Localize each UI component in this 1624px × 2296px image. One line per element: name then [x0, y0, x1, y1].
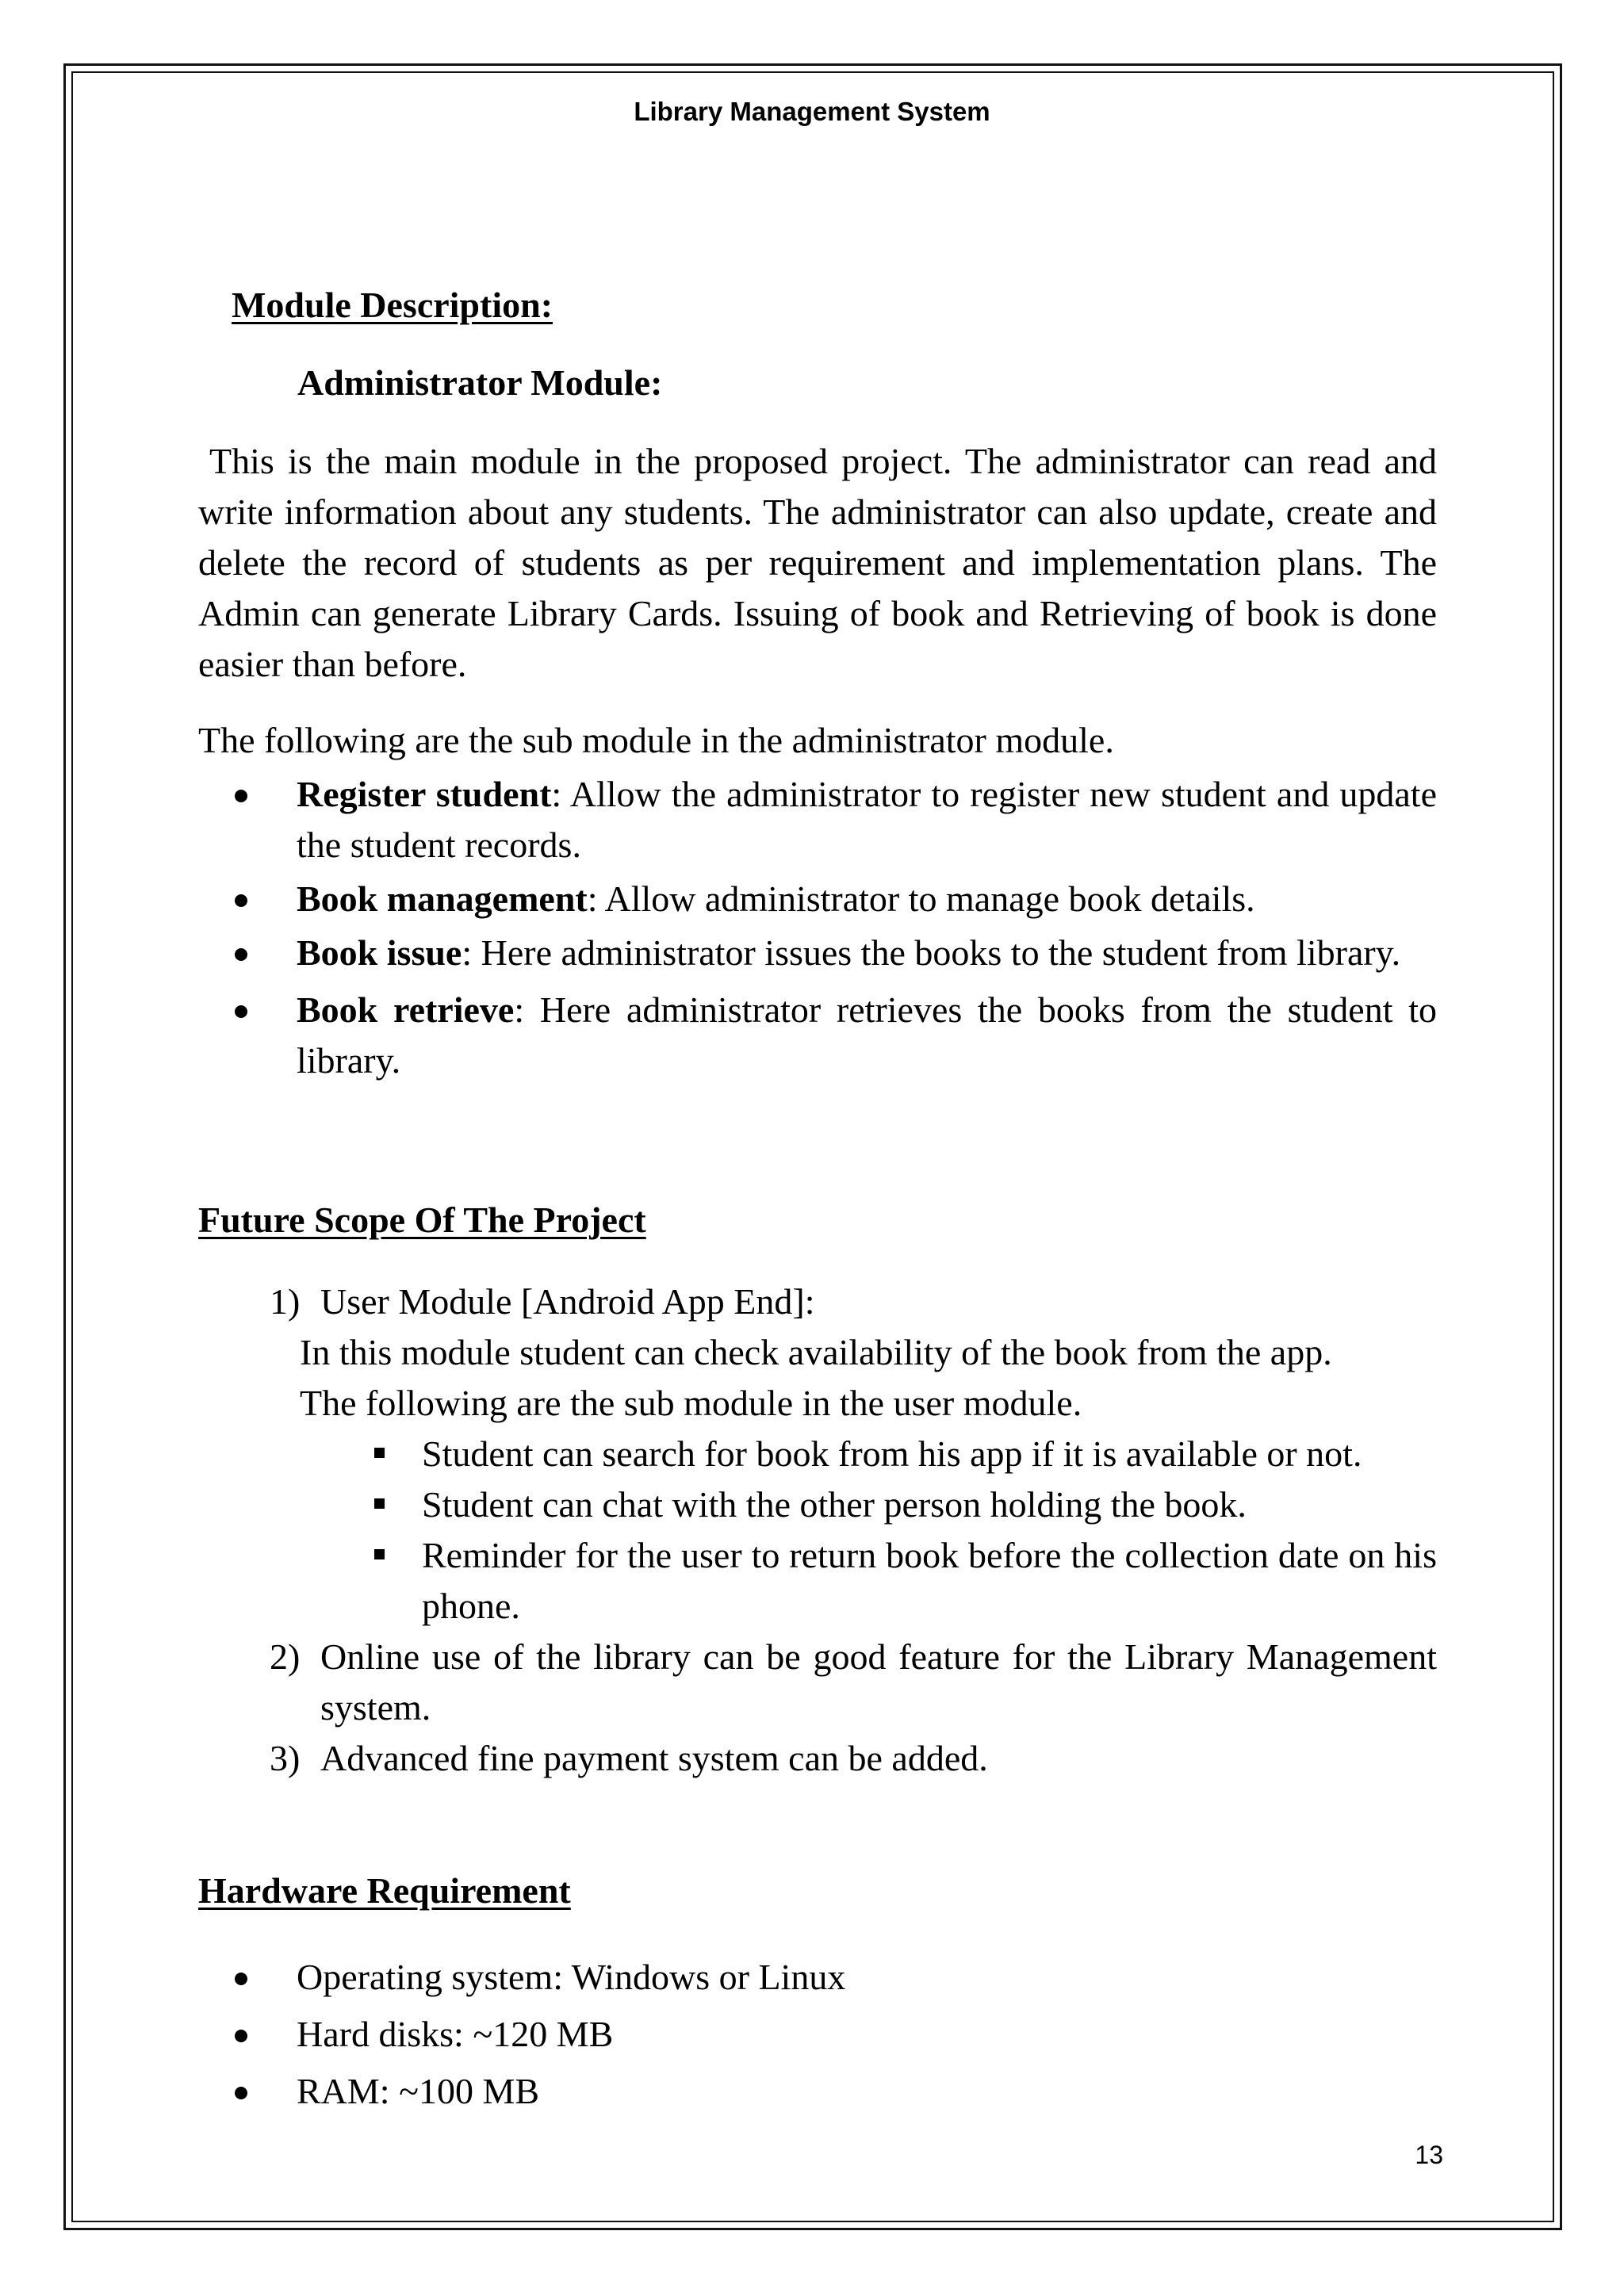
admin-module-paragraph: This is the main module in the proposed project. The administrator can read and write information about any students. The administrator can also update, create and delete the record of students as per requirement and implementation plans. The Admin can generate Library Cards. Issuing of book and Retrieving of book is done easier than before.: [198, 441, 1437, 684]
bullet-icon: [235, 948, 247, 961]
list-item: Student can search for book from his app if it is available or not.: [374, 1429, 1437, 1479]
user-submodule-container: [270, 1429, 1437, 1632]
square-bullet-icon: [374, 1498, 385, 1509]
list-item: 3) Advanced fine payment system can be added.: [270, 1738, 988, 1778]
page-number: 13: [1415, 2141, 1443, 2169]
list-item: Student can chat with the other person holding the book.: [374, 1479, 1437, 1530]
bullet-icon: [235, 790, 247, 802]
bullet-icon: [235, 894, 247, 907]
square-bullet-icon: [374, 1448, 385, 1458]
list-item: Book management: Allow administrator to manage book details.: [198, 874, 1437, 924]
list-item: RAM: ~100 MB: [198, 2063, 1437, 2120]
list-item: 1) User Module [Android App End]:: [270, 1281, 815, 1322]
hardware-list: [198, 1949, 1437, 2120]
running-header: Library Management System: [634, 97, 990, 126]
list-item: 2) Online use of the library can be good feature for the Library Management system.: [270, 1636, 1437, 1728]
list-item: Register student: Allow the administrator to register new student and update the student records.: [198, 769, 1437, 871]
bullet-icon: [235, 2030, 247, 2042]
administrator-module-heading: Administrator Module:: [297, 362, 663, 403]
list-item: Reminder for the user to return book before the collection date on his phone.: [374, 1530, 1437, 1632]
bullet-icon: [235, 1005, 247, 1018]
list-item: Book issue: Here administrator issues the books to the student from library.: [198, 928, 1437, 978]
user-submodule-list: [374, 1429, 1437, 1632]
hardware-requirement-heading: Hardware Requirement: [198, 1870, 571, 1911]
user-module-description: In this module student can check availability of the book from the app. The following are the sub module in the user module.: [300, 1332, 1332, 1423]
admin-submodule-intro: The following are the sub module in the administrator module.: [198, 720, 1114, 760]
future-scope-heading: Future Scope Of The Project: [198, 1200, 646, 1240]
admin-submodule-list: [198, 769, 1437, 1086]
square-bullet-icon: [374, 1549, 385, 1559]
module-description-heading: Module Description:: [232, 285, 553, 325]
bullet-icon: [235, 2087, 247, 2099]
list-item: Operating system: Windows or Linux: [198, 1949, 1437, 2006]
future-scope-list: [270, 1276, 1437, 1784]
list-item: Book retrieve: Here administrator retrieves the books from the student to library.: [198, 985, 1437, 1086]
bullet-icon: [235, 1973, 247, 1985]
list-item: Hard disks: ~120 MB: [198, 2006, 1437, 2063]
